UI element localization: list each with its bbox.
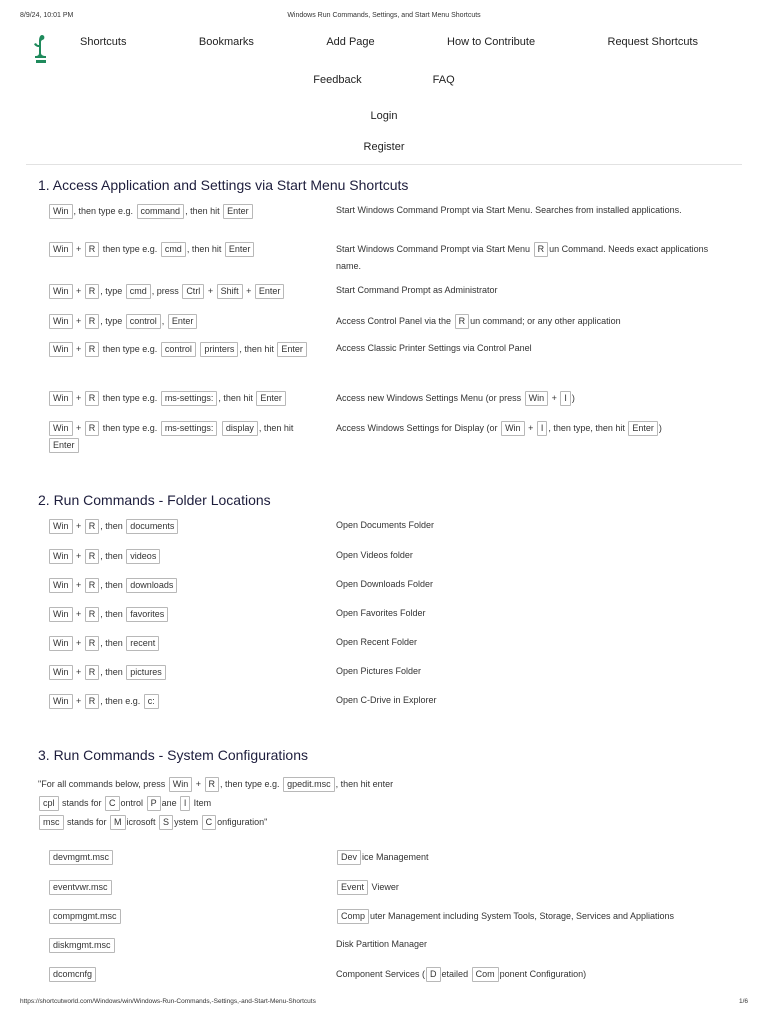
key-cap: R xyxy=(85,242,100,257)
text-run: Start Windows Command Prompt via Start Menu xyxy=(336,244,533,254)
text-run: + xyxy=(73,244,84,254)
key-cap: R xyxy=(85,607,100,622)
key-cap: Dev xyxy=(337,850,361,865)
key-cap: R xyxy=(85,342,100,357)
text-run: , then hit xyxy=(218,393,256,403)
header-divider xyxy=(26,164,742,165)
text-run: , then hit xyxy=(186,244,224,254)
nav-shortcuts[interactable]: Shortcuts xyxy=(80,36,127,48)
shortcut-keys xyxy=(48,966,318,983)
text-run: + xyxy=(73,521,84,531)
text-run: , then xyxy=(100,521,126,531)
text-run: , then xyxy=(100,638,126,648)
shortcut-keys xyxy=(48,548,318,565)
shortcut-keys xyxy=(48,879,318,896)
key-cap: C xyxy=(105,796,120,811)
shortcut-keys xyxy=(48,606,318,623)
text-run: , xyxy=(161,316,167,326)
key-cap: Win xyxy=(49,204,73,219)
key-cap: documents xyxy=(126,519,178,534)
text-run: ponent Configuration) xyxy=(499,969,587,979)
nav-request-shortcuts[interactable]: Request Shortcuts xyxy=(607,36,698,48)
text-run: Disk Partition Manager xyxy=(336,939,428,949)
text-run: Access Classic Printer Settings via Control Panel xyxy=(336,343,532,353)
text-run: onfiguration" xyxy=(217,817,268,827)
key-cap: Enter xyxy=(168,314,198,329)
text-run: + xyxy=(205,286,216,296)
key-cap: devmgmt.msc xyxy=(49,850,113,865)
text-run: + xyxy=(73,344,84,354)
text-run: , then hit xyxy=(258,423,294,433)
key-cap: Enter xyxy=(277,342,307,357)
text-run: ontrol xyxy=(120,798,146,808)
text-run: + xyxy=(525,423,536,433)
text-run: , then xyxy=(100,609,126,619)
text-run: Open Pictures Folder xyxy=(336,666,422,676)
key-cap: diskmgmt.msc xyxy=(49,938,115,953)
key-cap: I xyxy=(537,421,548,436)
text-run: , press xyxy=(151,286,182,296)
key-cap: I xyxy=(560,391,571,406)
section-intro-line xyxy=(38,813,738,831)
key-cap: Win xyxy=(49,242,73,257)
text-run xyxy=(197,344,200,354)
text-run: + xyxy=(73,316,84,326)
key-cap: Win xyxy=(49,636,73,651)
shortcut-description xyxy=(336,849,716,866)
nav-feedback[interactable]: Feedback xyxy=(313,74,362,86)
key-cap: downloads xyxy=(126,578,177,593)
key-cap: R xyxy=(85,519,100,534)
key-cap: Win xyxy=(49,519,73,534)
key-cap: ms-settings: xyxy=(161,391,218,406)
text-run: un Command. Needs exact applications name. xyxy=(336,244,709,271)
key-cap: Enter xyxy=(225,242,255,257)
key-cap: Event xyxy=(337,880,368,895)
text-run: + xyxy=(73,551,84,561)
text-run: + xyxy=(243,286,254,296)
shortcut-keys xyxy=(48,341,318,358)
nav-add-page[interactable]: Add Page xyxy=(326,36,375,48)
text-run: , then xyxy=(100,667,126,677)
key-cap: gpedit.msc xyxy=(283,777,335,792)
key-cap: pictures xyxy=(126,665,166,680)
shortcut-keys xyxy=(48,390,318,407)
shortcut-keys xyxy=(48,283,318,300)
shortcut-description xyxy=(336,283,716,297)
shortcut-keys xyxy=(48,577,318,594)
shortcut-description xyxy=(336,548,716,562)
key-cap: S xyxy=(159,815,173,830)
key-cap: Win xyxy=(169,777,193,792)
print-footer xyxy=(20,998,748,1010)
key-cap: P xyxy=(147,796,161,811)
text-run: Access Windows Settings for Display (or xyxy=(336,423,501,433)
shortcut-keys xyxy=(48,635,318,652)
key-cap: R xyxy=(85,578,100,593)
text-run: , then xyxy=(100,551,126,561)
text-run: Open Recent Folder xyxy=(336,637,418,647)
text-run xyxy=(218,423,221,433)
print-header xyxy=(20,12,748,24)
text-run: + xyxy=(73,286,84,296)
text-run: + xyxy=(73,667,84,677)
text-run: stands for xyxy=(64,817,110,827)
login-row xyxy=(0,110,768,122)
key-cap: C xyxy=(202,815,217,830)
text-run: un command; or any other application xyxy=(470,316,621,326)
key-cap: R xyxy=(85,694,100,709)
print-date: 8/9/24, 10:01 PM xyxy=(20,12,74,19)
shortcut-description xyxy=(336,879,716,896)
shortcut-description xyxy=(336,313,716,330)
section-heading: 3. Run Commands - System Configurations xyxy=(38,747,308,763)
key-cap: R xyxy=(85,284,100,299)
text-run: + xyxy=(73,580,84,590)
nav-bookmarks[interactable]: Bookmarks xyxy=(198,36,254,48)
text-run: , then hit xyxy=(185,206,223,216)
shortcut-description xyxy=(336,966,716,983)
shortcut-description xyxy=(336,341,716,355)
text-run: , then type e.g. xyxy=(220,779,283,789)
shortcut-description xyxy=(336,420,716,437)
text-run: Open Favorites Folder xyxy=(336,608,426,618)
shortcut-description xyxy=(336,203,716,217)
key-cap: eventvwr.msc xyxy=(49,880,112,895)
key-cap: Enter xyxy=(255,284,285,299)
text-run: Item xyxy=(191,798,212,808)
key-cap: control xyxy=(161,342,196,357)
print-url: https://shortcutworld.com/Windows/win/Windows-Run-Commands,-Settings,-and-Start-Menu-Shortcuts xyxy=(20,998,316,1005)
key-cap: R xyxy=(85,391,100,406)
text-run: Open Downloads Folder xyxy=(336,579,434,589)
key-cap: R xyxy=(534,242,549,257)
shortcut-description xyxy=(336,635,716,649)
key-cap: msc xyxy=(39,815,64,830)
key-cap: R xyxy=(85,314,100,329)
key-cap: Win xyxy=(49,421,73,436)
text-run: Open Documents Folder xyxy=(336,520,435,530)
text-run: stands for xyxy=(59,798,105,808)
key-cap: Com xyxy=(472,967,499,982)
text-run: Component Services ( xyxy=(336,969,426,979)
text-run: , then hit xyxy=(239,344,277,354)
shortcut-description xyxy=(336,390,716,407)
key-cap: control xyxy=(126,314,161,329)
key-cap: l xyxy=(180,796,190,811)
shortcut-keys xyxy=(48,937,318,954)
shortcut-description xyxy=(336,937,716,951)
key-cap: Enter xyxy=(256,391,286,406)
nav-faq[interactable]: FAQ xyxy=(432,74,455,86)
text-run: ) xyxy=(571,393,575,403)
text-run: , then xyxy=(100,580,126,590)
key-cap: dcomcnfg xyxy=(49,967,96,982)
shortcut-description xyxy=(336,693,716,707)
shortcut-description xyxy=(336,518,716,532)
key-cap: R xyxy=(205,777,220,792)
key-cap: Win xyxy=(49,391,73,406)
key-cap: R xyxy=(455,314,470,329)
text-run: icrosoft xyxy=(126,817,159,827)
key-cap: favorites xyxy=(126,607,168,622)
shortcut-keys xyxy=(48,420,318,454)
print-page-number: 1/6 xyxy=(738,998,748,1005)
key-cap: Enter xyxy=(628,421,658,436)
text-run: Viewer xyxy=(369,882,399,892)
shortcut-keys xyxy=(48,908,318,925)
shortcut-keys xyxy=(48,518,318,535)
text-run: ) xyxy=(658,423,662,433)
key-cap: ms-settings: xyxy=(161,421,218,436)
text-run: Access Control Panel via the xyxy=(336,316,454,326)
key-cap: cpl xyxy=(39,796,59,811)
key-cap: recent xyxy=(126,636,159,651)
key-cap: R xyxy=(85,549,100,564)
text-run: + xyxy=(73,696,84,706)
key-cap: Win xyxy=(49,314,73,329)
key-cap: Shift xyxy=(217,284,243,299)
key-cap: Win xyxy=(49,549,73,564)
text-run: , then e.g. xyxy=(100,696,143,706)
key-cap: compmgmt.msc xyxy=(49,909,121,924)
text-run: etailed xyxy=(441,969,471,979)
secondary-nav xyxy=(0,74,768,86)
key-cap: R xyxy=(85,636,100,651)
section-intro-line xyxy=(38,775,738,793)
main-nav xyxy=(74,36,704,48)
text-run: + xyxy=(73,609,84,619)
key-cap: cmd xyxy=(161,242,186,257)
section-heading: 2. Run Commands - Folder Locations xyxy=(38,492,271,508)
text-run: ice Management xyxy=(362,852,429,862)
text-run: then type e.g. xyxy=(100,244,160,254)
text-run: Open C-Drive in Explorer xyxy=(336,695,437,705)
shortcut-description xyxy=(336,241,716,275)
key-cap: Win xyxy=(49,665,73,680)
key-cap: Win xyxy=(501,421,525,436)
nav-register[interactable]: Register xyxy=(363,141,405,153)
text-run: ystem xyxy=(174,817,201,827)
key-cap: command xyxy=(137,204,185,219)
key-cap: Win xyxy=(49,578,73,593)
key-cap: videos xyxy=(126,549,160,564)
text-run: + xyxy=(193,779,204,789)
key-cap: display xyxy=(222,421,258,436)
register-row xyxy=(0,141,768,153)
text-run: ane xyxy=(161,798,180,808)
text-run: , type xyxy=(100,286,125,296)
text-run: , then type e.g. xyxy=(73,206,136,216)
print-title: Windows Run Commands, Settings, and Start Menu Shortcuts xyxy=(287,12,481,19)
shortcut-description xyxy=(336,606,716,620)
shortcut-keys xyxy=(48,241,318,258)
shortcut-description xyxy=(336,664,716,678)
key-cap: Win xyxy=(49,607,73,622)
key-cap: R xyxy=(85,665,100,680)
key-cap: D xyxy=(426,967,441,982)
shortcut-keys xyxy=(48,203,318,220)
nav-login[interactable]: Login xyxy=(370,110,398,122)
text-run: uter Management including System Tools, Storage, Services and Appliations xyxy=(370,911,675,921)
text-run: Start Command Prompt as Administrator xyxy=(336,285,498,295)
text-run: then type e.g. xyxy=(100,393,160,403)
text-run: + xyxy=(73,423,84,433)
key-cap: Enter xyxy=(49,438,79,453)
nav-how-to-contribute[interactable]: How to Contribute xyxy=(447,36,536,48)
text-run: , type xyxy=(100,316,125,326)
key-cap: Enter xyxy=(223,204,253,219)
key-cap: M xyxy=(110,815,126,830)
shortcut-keys xyxy=(48,693,318,710)
text-run: , then type, then hit xyxy=(548,423,628,433)
key-cap: c: xyxy=(144,694,159,709)
text-run: Start Windows Command Prompt via Start Menu. Searches from installed applications. xyxy=(336,205,682,215)
text-run: + xyxy=(73,393,84,403)
shortcut-description xyxy=(336,908,716,925)
text-run: then type e.g. xyxy=(100,344,160,354)
shortcut-keys xyxy=(48,849,318,866)
key-cap: Ctrl xyxy=(182,284,204,299)
text-run: + xyxy=(549,393,560,403)
shortcut-keys xyxy=(48,664,318,681)
key-cap: cmd xyxy=(126,284,151,299)
text-run: then type e.g. xyxy=(100,423,160,433)
key-cap: Win xyxy=(49,284,73,299)
text-run: "For all commands below, press xyxy=(38,779,168,789)
key-cap: Win xyxy=(525,391,549,406)
key-cap: printers xyxy=(200,342,238,357)
text-run: Open Videos folder xyxy=(336,550,413,560)
section-heading: 1. Access Application and Settings via Start Menu Shortcuts xyxy=(38,177,409,193)
key-cap: Win xyxy=(49,694,73,709)
text-run: + xyxy=(73,638,84,648)
site-logo-icon[interactable] xyxy=(31,33,51,65)
section-intro-line xyxy=(38,794,738,812)
text-run: Access new Windows Settings Menu (or press xyxy=(336,393,524,403)
shortcut-keys xyxy=(48,313,318,330)
text-run: , then hit enter xyxy=(335,779,394,789)
key-cap: Comp xyxy=(337,909,369,924)
key-cap: Win xyxy=(49,342,73,357)
key-cap: R xyxy=(85,421,100,436)
shortcut-description xyxy=(336,577,716,591)
